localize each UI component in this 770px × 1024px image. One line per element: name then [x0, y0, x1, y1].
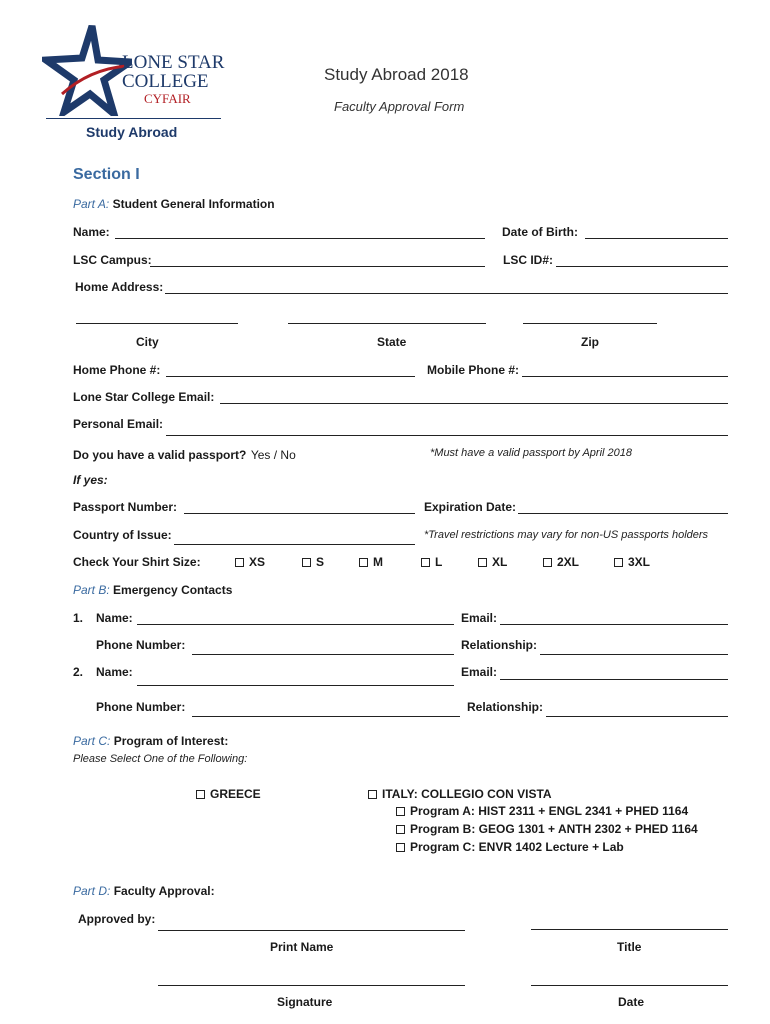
option-program-c[interactable]: Program C: ENVR 1402 Lecture + Lab — [396, 840, 624, 854]
part-d-label: Part D: — [73, 884, 111, 898]
personal-email-label: Personal Email: — [73, 417, 164, 431]
name-field[interactable] — [115, 238, 485, 239]
city-label: City — [136, 335, 159, 349]
contact2-phone-field[interactable] — [192, 716, 460, 717]
passport-note: *Must have a valid passport by April 2018 — [430, 447, 632, 459]
contact2-number: 2. — [73, 665, 84, 679]
shirt-option-3xl[interactable]: 3XL — [614, 555, 650, 569]
shirt-option-l[interactable]: L — [421, 555, 442, 569]
lsc-email-field[interactable] — [220, 403, 728, 404]
option-program-a[interactable]: Program A: HIST 2311 + ENGL 2341 + PHED 1164 — [396, 804, 688, 818]
signature-field[interactable] — [158, 985, 465, 986]
checkbox-icon[interactable] — [368, 790, 377, 799]
name-label: Name: — [73, 225, 110, 239]
logo-line-1: LONE STAR — [122, 52, 225, 73]
contact1-email-field[interactable] — [500, 624, 728, 625]
contact2-name-field[interactable] — [137, 685, 454, 686]
home-phone-field[interactable] — [166, 376, 415, 377]
passport-number-label: Passport Number: — [73, 500, 178, 514]
travel-note: *Travel restrictions may vary for non-US passports holders — [424, 529, 709, 541]
contact2-phone-label: Phone Number: — [96, 700, 186, 714]
option-greece[interactable]: GREECE — [196, 787, 261, 801]
part-c-instruction: Please Select One of the Following: — [73, 753, 248, 765]
zip-label: Zip — [581, 335, 599, 349]
checkbox-icon[interactable] — [196, 790, 205, 799]
dob-field[interactable] — [585, 238, 728, 239]
part-b-heading — [73, 583, 232, 597]
print-name-field[interactable] — [158, 930, 465, 931]
title-field[interactable] — [531, 929, 728, 930]
part-d-title: Faculty Approval: — [113, 884, 215, 898]
state-label: State — [377, 335, 407, 349]
dob-label: Date of Birth: — [502, 225, 578, 239]
shirt-option-2xl[interactable]: 2XL — [543, 555, 579, 569]
contact2-relationship-field[interactable] — [546, 716, 728, 717]
personal-email-field[interactable] — [166, 435, 728, 436]
contact1-relationship-label: Relationship: — [461, 638, 538, 652]
checkbox-icon[interactable] — [478, 558, 487, 567]
checkbox-icon[interactable] — [614, 558, 623, 567]
contact2-relationship-label: Relationship: — [467, 700, 544, 714]
contact2-email-label: Email: — [461, 665, 498, 679]
checkbox-icon[interactable] — [396, 807, 405, 816]
part-b-label: Part B: — [73, 583, 110, 597]
expiration-label: Expiration Date: — [424, 500, 517, 514]
shirt-option-m[interactable]: M — [359, 555, 383, 569]
date-label: Date — [618, 995, 645, 1009]
checkbox-icon[interactable] — [396, 843, 405, 852]
home-phone-label: Home Phone #: — [73, 363, 161, 377]
contact1-phone-label: Phone Number: — [96, 638, 186, 652]
if-yes-label: If yes: — [73, 473, 108, 487]
form-subtitle: Faculty Approval Form — [334, 99, 465, 114]
part-c-title: Program of Interest: — [113, 734, 229, 748]
part-d-heading — [73, 884, 215, 898]
campus-label: LSC Campus: — [73, 253, 152, 267]
part-b-title: Emergency Contacts — [113, 583, 233, 597]
shirt-option-xl[interactable]: XL — [478, 555, 507, 569]
shirt-option-xs[interactable]: XS — [235, 555, 265, 569]
lscid-field[interactable] — [556, 266, 728, 267]
contact1-name-field[interactable] — [137, 624, 454, 625]
contact1-number: 1. — [73, 611, 84, 625]
section-title: Section I — [73, 166, 140, 183]
college-logo — [42, 24, 227, 146]
signature-label: Signature — [277, 995, 333, 1009]
logo-line-2: COLLEGE — [122, 71, 209, 92]
country-issue-label: Country of Issue: — [73, 528, 172, 542]
checkbox-icon[interactable] — [302, 558, 311, 567]
campus-field[interactable] — [150, 266, 485, 267]
mobile-phone-field[interactable] — [522, 376, 728, 377]
part-c-heading — [73, 734, 228, 748]
contact1-phone-field[interactable] — [192, 654, 454, 655]
lsc-email-label: Lone Star College Email: — [73, 390, 215, 404]
passport-yes-no[interactable]: Yes / No — [250, 448, 296, 462]
part-a-label: Part A: — [73, 197, 110, 211]
checkbox-icon[interactable] — [543, 558, 552, 567]
mobile-phone-label: Mobile Phone #: — [427, 363, 520, 377]
date-field[interactable] — [531, 985, 728, 986]
part-a-title: Student General Information — [112, 197, 275, 211]
passport-question — [73, 446, 296, 464]
home-address-field[interactable] — [165, 293, 728, 294]
logo-program: Study Abroad — [86, 124, 178, 140]
country-issue-field[interactable] — [174, 544, 415, 545]
state-field[interactable] — [288, 323, 486, 324]
approved-by-label: Approved by: — [78, 912, 156, 926]
checkbox-icon[interactable] — [235, 558, 244, 567]
option-program-b[interactable]: Program B: GEOG 1301 + ANTH 2302 + PHED 1164 — [396, 822, 698, 836]
logo-divider — [46, 118, 221, 119]
star-logo-icon — [42, 24, 132, 116]
contact2-email-field[interactable] — [500, 679, 728, 680]
contact1-email-label: Email: — [461, 611, 498, 625]
checkbox-icon[interactable] — [359, 558, 368, 567]
passport-question-text: Do you have a valid passport? — [73, 448, 247, 462]
checkbox-icon[interactable] — [396, 825, 405, 834]
contact1-relationship-field[interactable] — [540, 654, 728, 655]
contact1-name-label: Name: — [96, 611, 133, 625]
print-name-label: Print Name — [270, 940, 334, 954]
passport-number-field[interactable] — [184, 513, 415, 514]
city-field[interactable] — [76, 323, 238, 324]
option-italy[interactable]: ITALY: COLLEGIO CON VISTA — [368, 787, 552, 801]
form-title: Study Abroad 2018 — [324, 65, 469, 84]
zip-field[interactable] — [523, 323, 657, 324]
part-a-heading — [73, 197, 275, 211]
shirt-option-s[interactable]: S — [302, 555, 324, 569]
lscid-label: LSC ID#: — [503, 253, 554, 267]
contact2-name-label: Name: — [96, 665, 133, 679]
expiration-field[interactable] — [518, 513, 728, 514]
checkbox-icon[interactable] — [421, 558, 430, 567]
shirt-size-label: Check Your Shirt Size: — [73, 555, 201, 569]
part-c-label: Part C: — [73, 734, 111, 748]
title-label: Title — [617, 940, 642, 954]
home-address-label: Home Address: — [75, 280, 164, 294]
logo-line-3: CYFAIR — [144, 91, 191, 106]
